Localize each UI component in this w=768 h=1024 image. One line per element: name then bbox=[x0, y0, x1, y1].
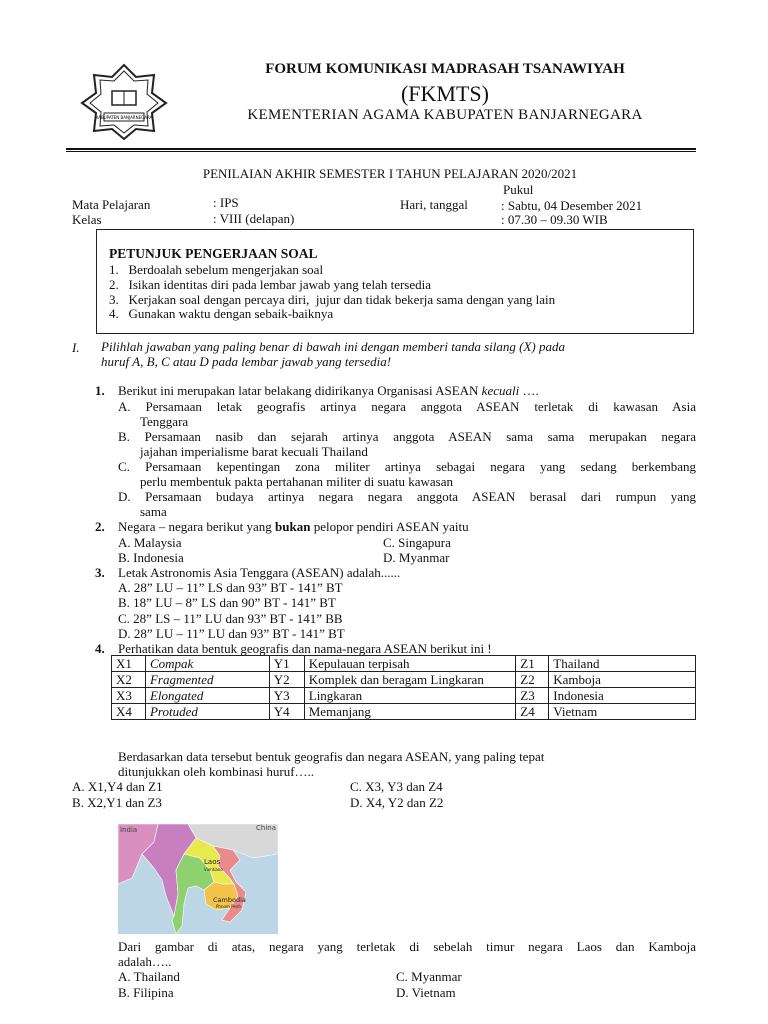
subject-label: Mata Pelajaran bbox=[72, 197, 151, 212]
section-instruction: Pilihlah jawaban yang paling benar di bawah ini dengan memberi tanda silang (X) pada bbox=[101, 339, 566, 354]
option-a: A. Malaysia bbox=[118, 535, 182, 550]
org-name: FORUM KOMUNIKASI MADRASAH TSANAWIYAH bbox=[265, 61, 625, 77]
table-cell: Kamboja bbox=[549, 672, 696, 688]
map-label-china: China bbox=[256, 824, 276, 832]
question-stem bbox=[118, 519, 469, 534]
map-label-laos: Laos bbox=[204, 858, 221, 866]
table-cell: Z4 bbox=[516, 704, 549, 720]
org-acronym: (FKMTS) bbox=[400, 81, 489, 106]
instructions-heading: PETUNJUK PENGERJAAN SOAL bbox=[109, 246, 318, 261]
stem-text: Negara – negara berikut yang bbox=[118, 519, 276, 534]
option-a: A. 28” LU – 11” LS dan 93” BT - 141” BT bbox=[118, 580, 343, 595]
question-number: 4. bbox=[95, 641, 105, 656]
instruction-item: 3. Kerjakan soal dengan percaya diri, jujur dan tidak bekerja sama dengan yang lain bbox=[109, 292, 556, 307]
table-cell: X4 bbox=[112, 704, 146, 720]
option-a-cont: Tenggara bbox=[140, 414, 189, 429]
question-number: 3. bbox=[95, 565, 105, 580]
instruction-item: 1. Berdoalah sebelum mengerjakan soal bbox=[109, 262, 324, 277]
table-cell: Compak bbox=[145, 656, 269, 672]
option-b: B. 18” LU – 8” LS dan 90” BT - 141” BT bbox=[118, 595, 336, 610]
class-value: : VIII (delapan) bbox=[213, 211, 295, 226]
table-cell: X3 bbox=[112, 688, 146, 704]
question-stem: Perhatikan data bentuk geografis dan nama-negara ASEAN berikut ini ! bbox=[118, 641, 492, 656]
option-d-cont: sama bbox=[140, 504, 167, 519]
question-number: 1. bbox=[95, 383, 105, 398]
ministry-name: KEMENTERIAN AGAMA KABUPATEN BANJARNEGARA bbox=[247, 107, 643, 123]
table-cell: Protuded bbox=[145, 704, 269, 720]
table-row bbox=[112, 688, 696, 704]
option-d: D. 28” LU – 11” LU dan 93” BT - 141” BT bbox=[118, 626, 345, 641]
map-label-india: India bbox=[120, 826, 138, 834]
southeast-asia-map bbox=[118, 824, 278, 934]
option-a: A. X1,Y4 dan Z1 bbox=[72, 779, 163, 794]
option-a: A. Thailand bbox=[118, 969, 180, 984]
map-svg bbox=[118, 824, 278, 934]
option-b: B. Persamaan nasib dan sejarah artinya anggota ASEAN sama sama merupakan negara bbox=[118, 429, 696, 444]
table-cell: Z1 bbox=[516, 656, 549, 672]
geography-table bbox=[111, 655, 696, 720]
table-cell: Z2 bbox=[516, 672, 549, 688]
table-row bbox=[112, 672, 696, 688]
question-followup: Berdasarkan data tersebut bentuk geografis dan negara ASEAN, yang paling tepat bbox=[118, 749, 545, 764]
question-stem-cont: adalah….. bbox=[118, 954, 172, 969]
stem-end: pelopor pendiri ASEAN yaitu bbox=[310, 519, 469, 534]
table-cell: Thailand bbox=[549, 656, 696, 672]
option-c: C. X3, Y3 dan Z4 bbox=[350, 779, 443, 794]
day-value: : Sabtu, 04 Desember 2021 bbox=[501, 198, 643, 213]
map-label-phnom-penh: Phnom Penh bbox=[216, 904, 241, 909]
time-label: Pukul bbox=[503, 182, 534, 197]
exam-title: PENILAIAN AKHIR SEMESTER I TAHUN PELAJARAN 2020/2021 bbox=[202, 166, 578, 181]
instruction-item: 2. Isikan identitas diri pada lembar jawab yang telah tersedia bbox=[109, 277, 431, 292]
option-b: B. Indonesia bbox=[118, 550, 184, 565]
map-label-cambodia: Cambodia bbox=[213, 896, 246, 904]
option-d: D. X4, Y2 dan Z2 bbox=[350, 795, 444, 810]
question-followup: ditunjukkan oleh kombinasi huruf….. bbox=[118, 764, 315, 779]
time-value: : 07.30 – 09.30 WIB bbox=[501, 212, 608, 227]
question-stem: Dari gambar di atas, negara yang terletak di sebelah timur negara Laos dan Kamboja bbox=[118, 939, 696, 954]
question-number: 2. bbox=[95, 519, 105, 534]
table-cell: X2 bbox=[112, 672, 146, 688]
table-cell: Vietnam bbox=[549, 704, 696, 720]
stem-bold: bukan bbox=[275, 519, 311, 534]
class-label: Kelas bbox=[72, 212, 102, 227]
table-cell: X1 bbox=[112, 656, 146, 672]
table-cell: Y2 bbox=[269, 672, 304, 688]
option-b: B. X2,Y1 dan Z3 bbox=[72, 795, 162, 810]
option-b-cont: jajahan imperialisme barat kecuali Thailand bbox=[140, 444, 368, 459]
header-rule-thin bbox=[66, 151, 696, 152]
table-cell: Indonesia bbox=[549, 688, 696, 704]
stem-end: …. bbox=[519, 383, 539, 398]
option-b: B. Filipina bbox=[118, 985, 174, 1000]
option-d: D. Myanmar bbox=[383, 550, 450, 565]
table-row bbox=[112, 656, 696, 672]
section-number: I. bbox=[72, 340, 80, 355]
instruction-item: 4. Gunakan waktu dengan sebaik-baiknya bbox=[109, 306, 334, 321]
option-c-cont: perlu membentuk pakta pertahanan militer di suatu kawasan bbox=[140, 474, 453, 489]
table-cell: Y3 bbox=[269, 688, 304, 704]
option-d: D. Vietnam bbox=[396, 985, 456, 1000]
table-cell: Z3 bbox=[516, 688, 549, 704]
table-row bbox=[112, 704, 696, 720]
day-label: Hari, tanggal bbox=[400, 197, 468, 212]
option-c: C. Singapura bbox=[383, 535, 451, 550]
subject-value: : IPS bbox=[213, 195, 239, 210]
table-cell: Elongated bbox=[145, 688, 269, 704]
table-cell: Y1 bbox=[269, 656, 304, 672]
option-c: C. Persamaan kepentingan zona militer artinya sebagai negara yang sedang berkembang bbox=[118, 459, 696, 474]
question-stem bbox=[118, 383, 539, 398]
section-instruction: huruf A, B, C atau D pada lembar jawab yang tersedia! bbox=[101, 354, 392, 369]
stem-text: Berikut ini merupakan latar belakang didirikanya Organisasi ASEAN bbox=[118, 383, 482, 398]
table-cell: Memanjang bbox=[304, 704, 516, 720]
question-stem: Letak Astronomis Asia Tenggara (ASEAN) adalah...... bbox=[118, 565, 401, 580]
table-cell: Y4 bbox=[269, 704, 304, 720]
table-cell: Kepulauan terpisah bbox=[304, 656, 516, 672]
option-a: A. Persamaan letak geografis artinya negara anggota ASEAN terletak di kawasan Asia bbox=[118, 399, 696, 414]
option-c: C. Myanmar bbox=[396, 969, 462, 984]
school-logo bbox=[78, 63, 170, 141]
option-d: D. Persamaan budaya artinya negara negara anggota ASEAN berasal dari rumpun yang bbox=[118, 489, 696, 504]
table-cell: Komplek dan beragam Lingkaran bbox=[304, 672, 516, 688]
header-rule bbox=[66, 148, 696, 150]
map-label-vientiane: Vientiane bbox=[204, 867, 223, 872]
stem-emphasis: kecuali bbox=[481, 383, 520, 398]
table-cell: Lingkaran bbox=[304, 688, 516, 704]
table-cell: Fragmented bbox=[145, 672, 269, 688]
option-c: C. 28” LS – 11” LU dan 93” BT - 141” BB bbox=[118, 611, 343, 626]
svg-text:KABUPATEN BANJARNEGARA: KABUPATEN BANJARNEGARA bbox=[95, 115, 153, 120]
